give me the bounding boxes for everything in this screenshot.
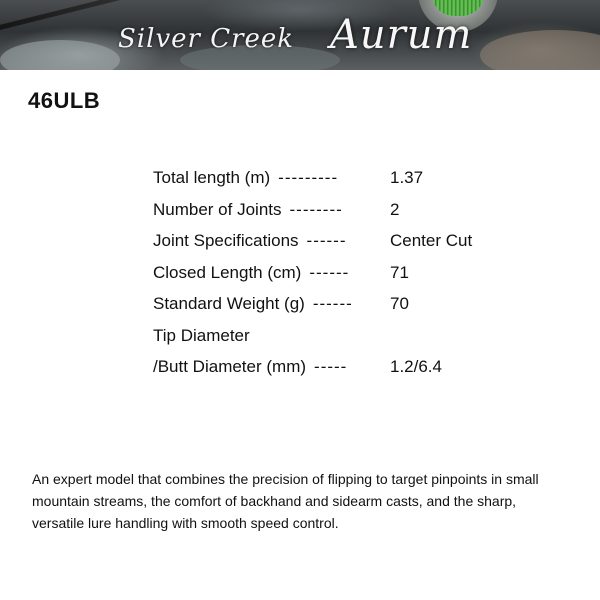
spec-label-text: Total length (m) [153,168,271,187]
spec-list [153,166,573,387]
brand-logo-text: Silver Creek [118,24,295,54]
rock-shape [0,40,120,70]
spec-row [153,355,573,387]
spec-row [153,198,573,230]
spec-label-text: Standard Weight (g) [153,294,305,313]
spec-row [153,261,573,293]
model-code: 46ULB [28,88,101,113]
spec-label-text: /Butt Diameter (mm) [153,357,307,376]
rock-shape [480,30,600,70]
spec-value: 70 [390,294,409,313]
spec-value: 1.2/6.4 [390,357,442,376]
spec-label [153,198,343,222]
spec-leader-dashes: -------- [289,199,343,219]
spec-label-text: Number of Joints [153,199,282,219]
spec-leader-dashes: ------ [309,262,350,282]
spec-label-text: Joint Specifications [153,231,299,250]
spec-row [153,166,573,198]
spec-value: Center Cut [390,231,473,250]
spec-row [153,292,573,324]
spec-label [153,166,338,190]
spec-leader-dashes: ------ [306,231,347,250]
spec-label-text: Tip Diameter [153,325,250,345]
spec-label [153,355,347,379]
spec-value: 71 [390,262,409,282]
spec-value: 2 [390,199,400,219]
spec-row [153,324,573,356]
product-description: An expert model that combines the precision of flipping to target pinpoints in small mountain streams, the comfort of backhand and sidearm casts, and the sharp, versatile lure handling with smooth speed control. [32,471,539,531]
spec-row [153,229,573,261]
spec-label [153,292,353,316]
spec-label [153,261,349,285]
spec-leader-dashes: ----- [314,357,348,376]
spec-label-text: Closed Length (cm) [153,262,302,282]
spec-leader-dashes: ------ [312,294,353,313]
spec-leader-dashes: --------- [278,168,339,187]
spec-value: 1.37 [390,168,424,187]
spec-label [153,324,258,348]
spec-label [153,229,347,253]
header-banner-image [0,0,600,70]
model-logo-text: Aurum [330,12,473,58]
